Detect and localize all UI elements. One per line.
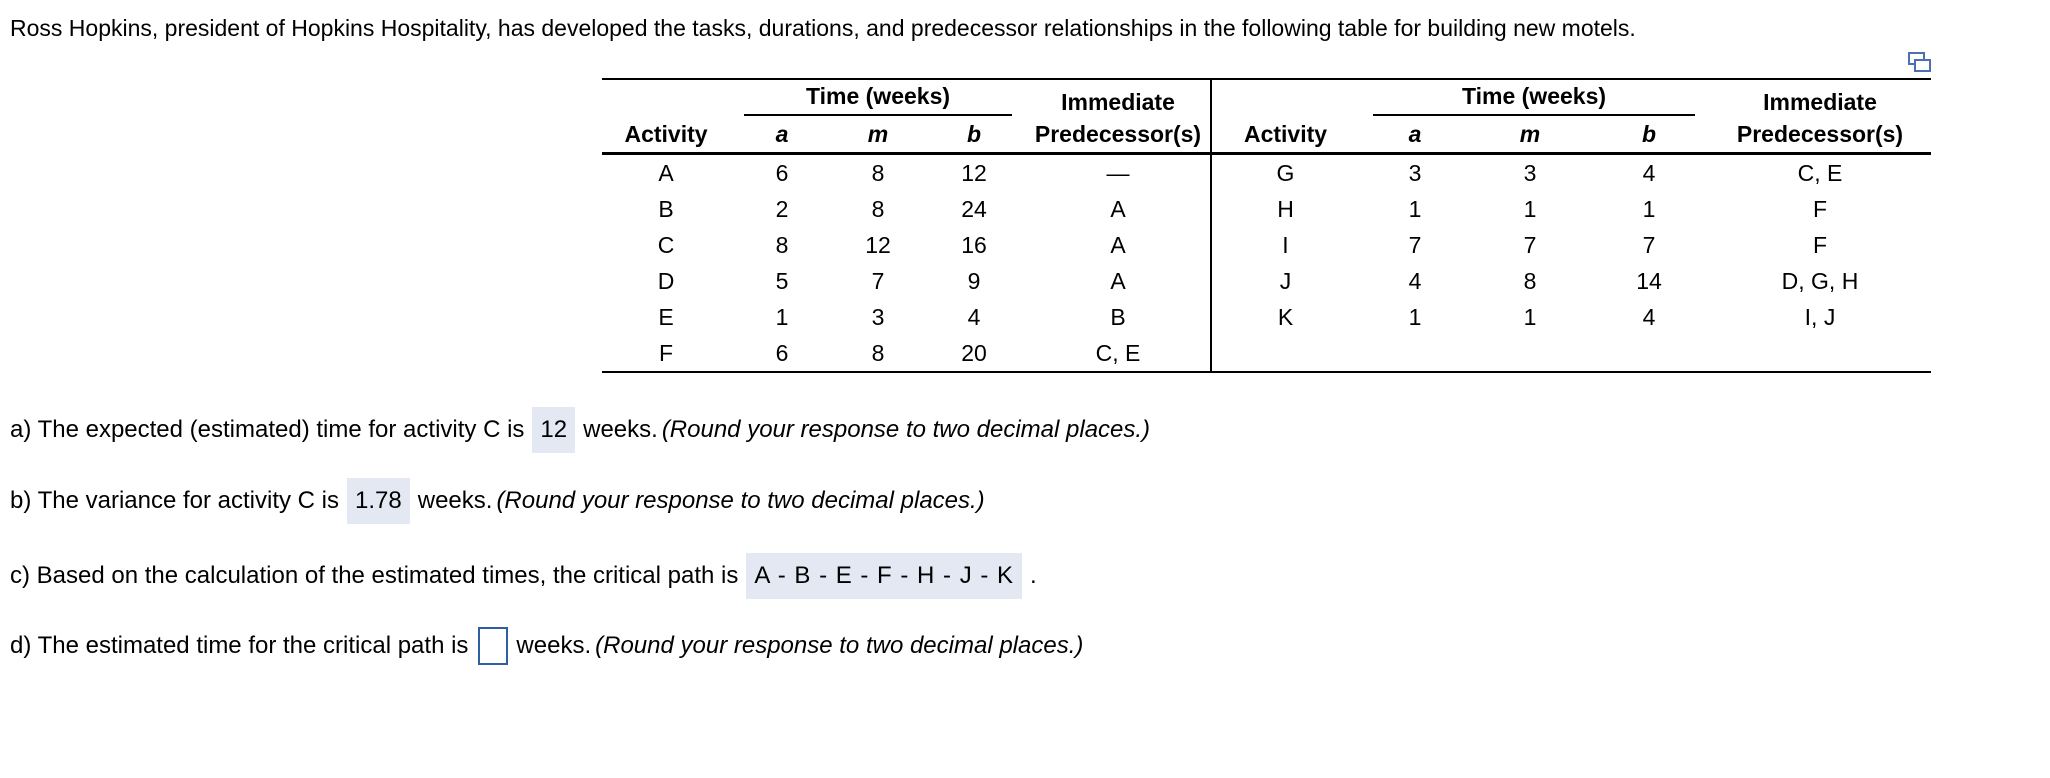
activity-cell: G (1276, 159, 1295, 186)
problem-intro: Ross Hopkins, president of Hopkins Hospitality, has developed the tasks, durations, and predecessor relationships in the following table for building new motels. (10, 15, 1636, 41)
header-row-top (602, 79, 1931, 116)
header-time-group-left: Time (weeks) (730, 79, 1026, 116)
header-a-right: a (1359, 116, 1471, 154)
activity-cell: A (658, 159, 674, 186)
activity-cell (1211, 335, 1359, 372)
m-cell: 8 (1523, 267, 1537, 294)
header-a-left: a (730, 116, 834, 154)
question-d-prefix: d) The estimated time for the critical path is (10, 632, 469, 659)
predecessor-cell: C, E (1026, 335, 1211, 372)
table-row (602, 154, 1931, 192)
question-a-suffix: weeks. (583, 416, 658, 443)
header-blank (602, 79, 730, 116)
a-cell: 6 (730, 335, 834, 372)
answer-a-field[interactable]: 12 (532, 407, 575, 453)
a-cell: 3 (1408, 159, 1422, 186)
m-cell: 3 (1523, 159, 1537, 186)
header-immediate-right: Immediate (1763, 89, 1877, 115)
header-predecessors-right: Predecessor(s) (1709, 116, 1931, 154)
b-cell: 9 (967, 267, 981, 294)
activity-cell: I (1282, 231, 1289, 258)
table-row (602, 299, 1931, 335)
activity-table (602, 78, 1931, 373)
m-cell: 7 (1523, 231, 1537, 258)
header-m-right: m (1471, 116, 1589, 154)
table-row (602, 263, 1931, 299)
a-cell (1359, 335, 1471, 372)
question-a (10, 407, 1150, 453)
m-cell: 8 (871, 159, 885, 186)
question-b (10, 478, 985, 524)
activity-cell: H (1277, 195, 1294, 222)
table-row (602, 227, 1931, 263)
question-b-suffix: weeks. (417, 487, 493, 514)
b-cell: 24 (961, 195, 987, 222)
answer-c-dropdown[interactable]: A - B - E - F - H - J - K (746, 553, 1022, 599)
m-cell: 7 (871, 267, 885, 294)
predecessor-cell: B (1026, 299, 1211, 335)
b-cell: 14 (1636, 267, 1662, 294)
activity-cell: D (657, 267, 675, 294)
answer-b-field[interactable]: 1.78 (347, 478, 410, 524)
header-activity-right: Activity (1211, 116, 1359, 154)
m-cell: 1 (1523, 303, 1537, 330)
predecessor-cell: A (1026, 227, 1211, 263)
question-a-prefix: a) The expected (estimated) time for activity C is (10, 416, 525, 443)
m-cell: 8 (871, 195, 885, 222)
b-cell: 4 (967, 303, 981, 330)
a-cell: 6 (775, 159, 789, 186)
question-b-note: (Round your response to two decimal places.) (496, 487, 985, 514)
answer-d-input[interactable] (478, 627, 508, 665)
a-cell: 1 (1408, 195, 1422, 222)
predecessor-cell: I, J (1804, 303, 1836, 330)
question-c-suffix: . (1030, 562, 1037, 589)
a-cell: 2 (775, 195, 789, 222)
header-predecessors-left: Predecessor(s) (1026, 116, 1211, 154)
b-cell: 4 (1642, 303, 1656, 330)
m-cell (1471, 335, 1589, 372)
question-c-prefix: c) Based on the calculation of the estimated times, the critical path is (10, 562, 739, 589)
a-cell: 7 (1408, 231, 1422, 258)
question-d-note: (Round your response to two decimal places.) (595, 632, 1084, 659)
header-b-right: b (1589, 116, 1709, 154)
question-b-prefix: b) The variance for activity C is (10, 487, 340, 514)
predecessor-cell: C, E (1797, 159, 1843, 186)
predecessor-cell: A (1026, 191, 1211, 227)
predecessor-cell: F (1812, 231, 1828, 258)
b-cell: 7 (1642, 231, 1656, 258)
header-m-left: m (834, 116, 922, 154)
activity-cell: K (1277, 303, 1294, 330)
header-time-group-right: Time (weeks) (1359, 79, 1709, 116)
predecessor-cell: — (1026, 154, 1211, 192)
predecessor-cell: D, G, H (1781, 267, 1859, 294)
question-d-suffix: weeks. (516, 632, 592, 659)
activity-cell: C (657, 231, 675, 258)
m-cell: 8 (834, 335, 922, 372)
header-activity-left: Activity (602, 116, 730, 154)
m-cell: 3 (871, 303, 885, 330)
m-cell: 12 (865, 231, 891, 258)
activity-cell: B (658, 195, 674, 222)
b-cell: 20 (922, 335, 1026, 372)
a-cell: 4 (1408, 267, 1422, 294)
b-cell: 1 (1642, 195, 1656, 222)
question-a-note: (Round your response to two decimal places.) (661, 416, 1151, 443)
table-row (602, 335, 1931, 372)
a-cell: 8 (775, 231, 789, 258)
activity-cell: E (658, 303, 674, 330)
a-cell: 5 (775, 267, 789, 294)
a-cell: 1 (1408, 303, 1422, 330)
activity-cell: J (1279, 267, 1292, 294)
table-row (602, 191, 1931, 227)
b-cell: 16 (961, 231, 987, 258)
copy-table-icon[interactable] (1908, 52, 1932, 74)
predecessor-cell: F (1812, 195, 1828, 222)
predecessor-cell: A (1026, 263, 1211, 299)
header-row-sub (602, 116, 1931, 154)
m-cell: 1 (1523, 195, 1537, 222)
header-b-left: b (922, 116, 1026, 154)
b-cell (1589, 335, 1709, 372)
header-blank (1211, 79, 1359, 116)
a-cell: 1 (775, 303, 789, 330)
question-d (10, 626, 1083, 666)
question-c (10, 553, 1037, 599)
header-immediate-left: Immediate (1026, 79, 1211, 116)
predecessor-cell (1709, 335, 1931, 372)
b-cell: 4 (1642, 159, 1656, 186)
b-cell: 12 (961, 159, 987, 186)
activity-cell: F (602, 335, 730, 372)
